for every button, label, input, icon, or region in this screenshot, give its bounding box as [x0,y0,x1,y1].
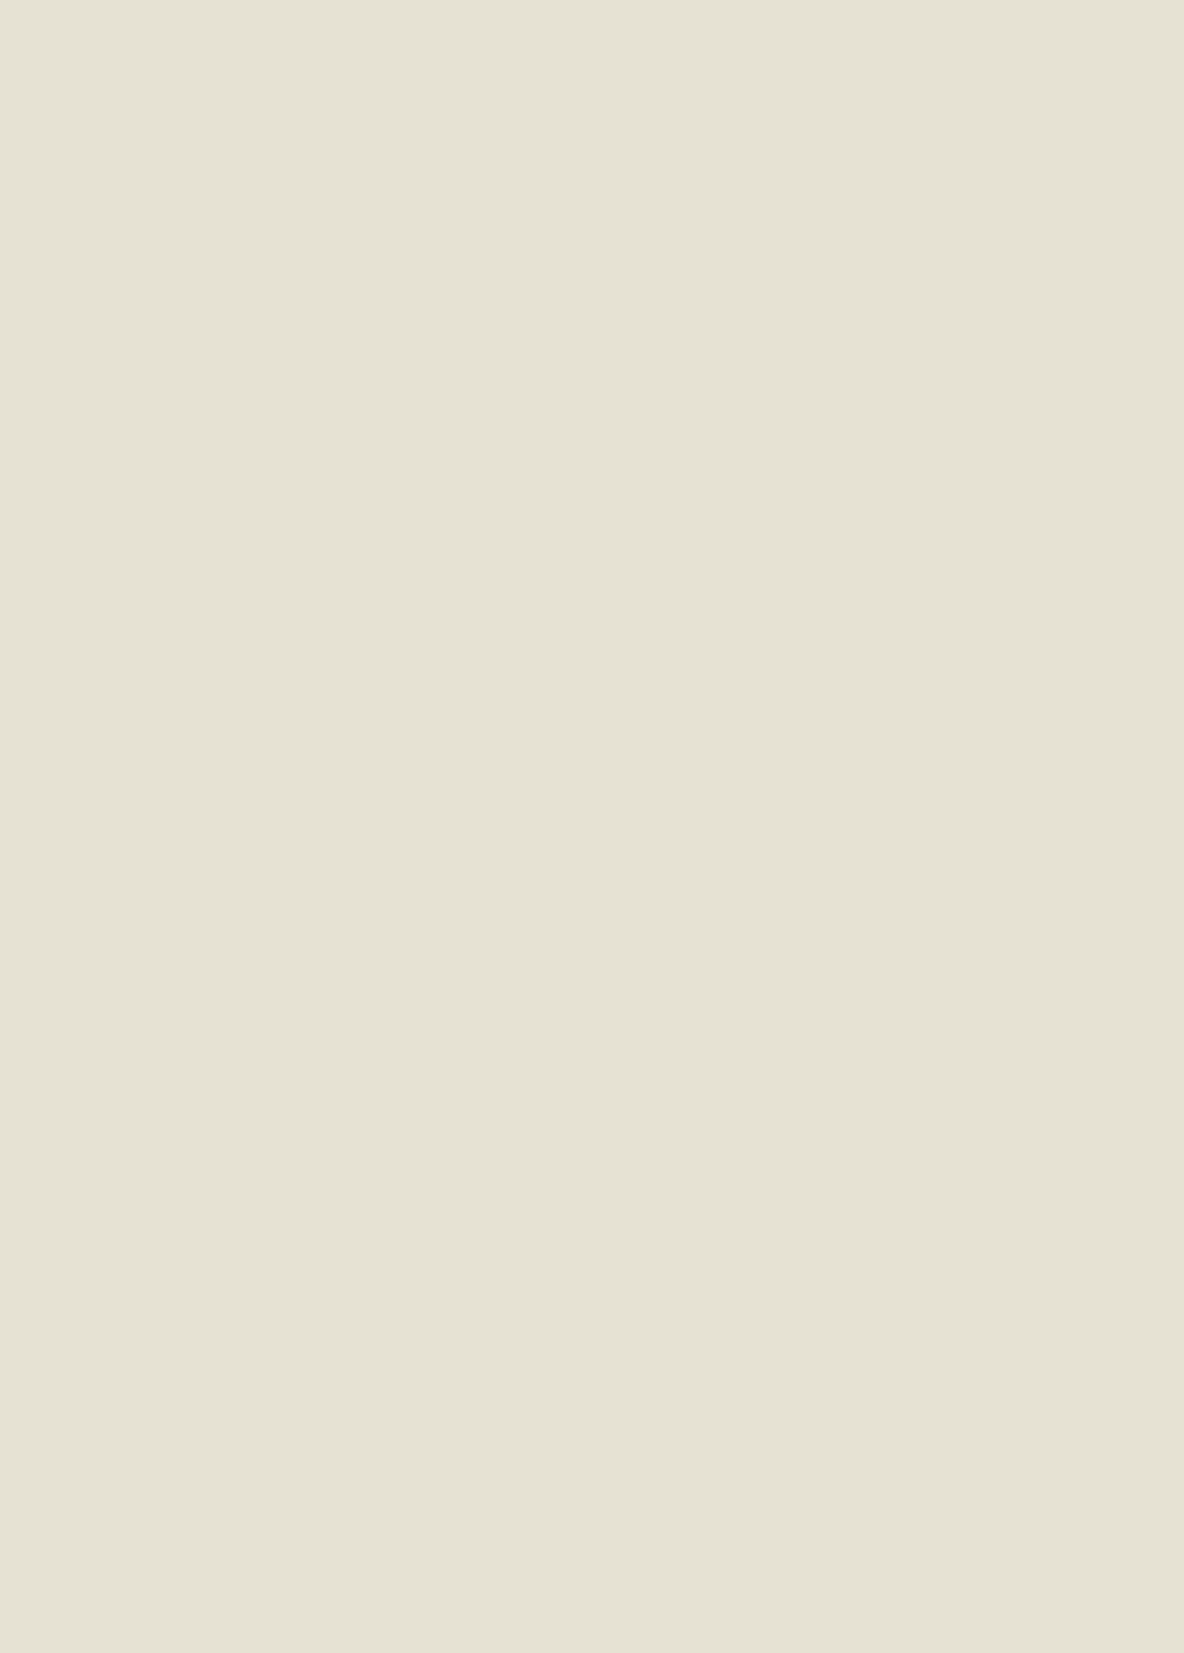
subheader-half-start [310,412,368,520]
subheader-full-arrived [482,412,540,520]
subheader-full-total [886,412,942,520]
subheader-half-total [830,412,886,520]
subheader-half-pension [1056,412,1112,520]
subheader-half-endcount [942,412,1000,520]
header-by-end [772,268,830,398]
avg-pension-half [1056,900,1112,1200]
subheader-full-pension [1112,412,1164,520]
subheader-full-endcount [1000,412,1056,520]
avg-pension-full [1112,900,1164,1200]
subheader-half-arrived [424,412,482,520]
subheader-full-start [368,412,424,520]
subheader-half-age [656,412,714,520]
avg-father-age [196,900,254,1140]
subheader-full-death [598,412,656,520]
subheader-half-death [540,412,598,520]
subheader-mother [254,412,310,520]
subheader-father [196,412,254,520]
subheader-half-end [770,412,830,520]
subheader-full-age [714,412,770,520]
